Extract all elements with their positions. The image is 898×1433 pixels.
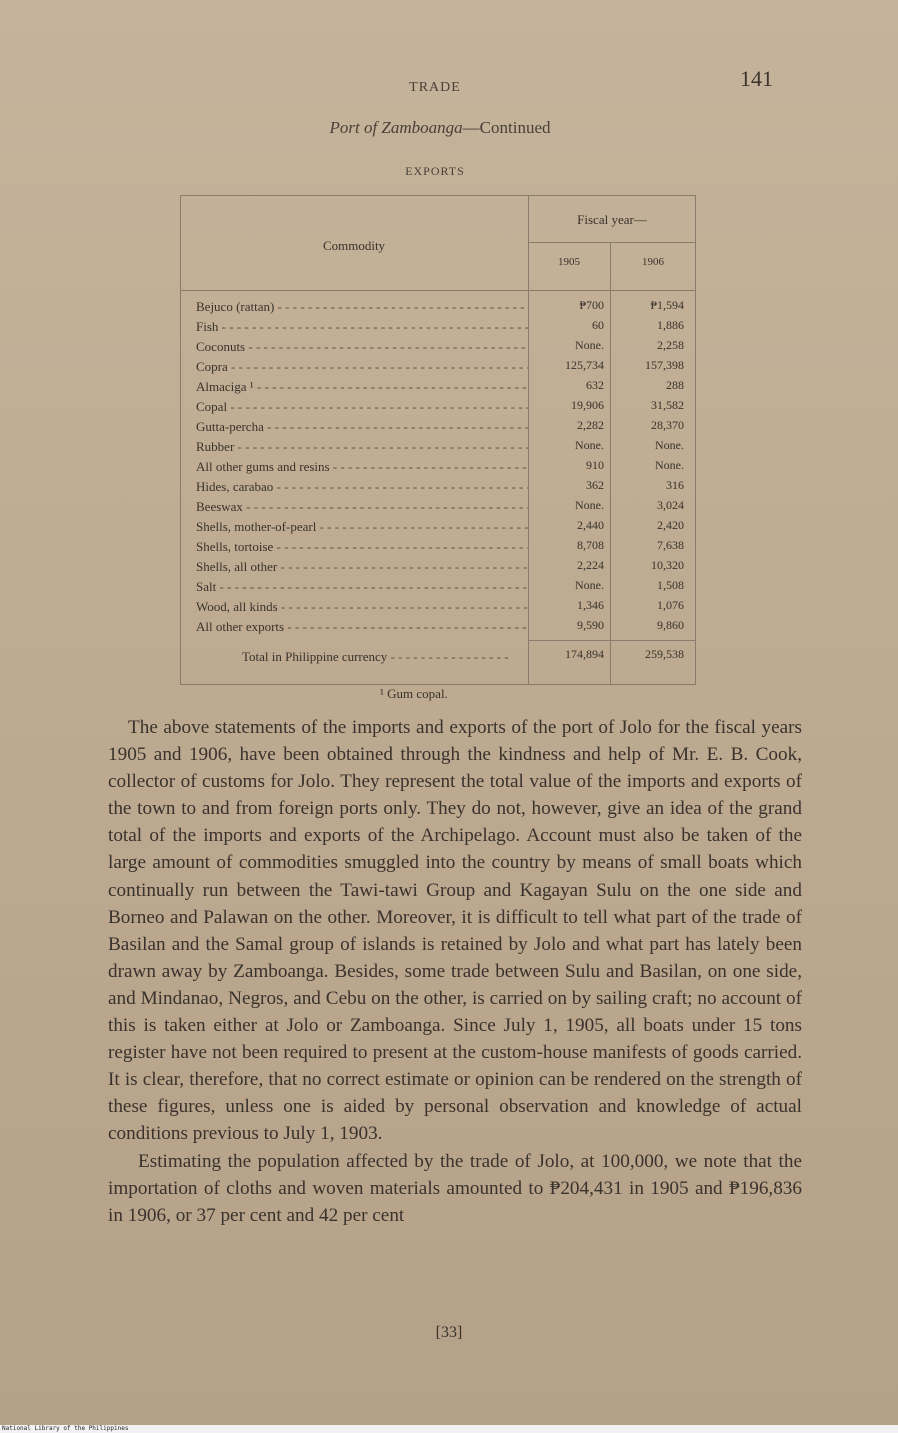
value-1906: 28,370 xyxy=(651,418,684,432)
commodity-column-header: Commodity xyxy=(322,238,386,253)
commodity-name: Hides, carabao - - - xyxy=(196,479,528,495)
year-1906-header: 1906 xyxy=(642,256,664,268)
table-row xyxy=(180,556,696,576)
value-1905: 8,708 xyxy=(577,538,604,552)
header-rule xyxy=(528,242,696,243)
section-heading: EXPORTS xyxy=(405,164,465,178)
footer-bar xyxy=(0,1425,898,1433)
commodity-name: Wood, all kinds - - - xyxy=(196,599,528,615)
running-head: TRADE xyxy=(409,80,461,95)
table-body xyxy=(180,296,696,636)
header-rule xyxy=(180,290,696,291)
commodity-name: Shells, all other - - - xyxy=(196,559,528,575)
page-number: 141 xyxy=(740,66,773,91)
value-1905: 910 xyxy=(586,458,604,472)
value-1905: 2,282 xyxy=(577,418,604,432)
value-1906: 1,508 xyxy=(657,578,684,592)
value-1905: 1,346 xyxy=(577,598,604,612)
value-1905: 362 xyxy=(586,478,604,492)
value-1905: 2,224 xyxy=(577,558,604,572)
body-text xyxy=(108,714,802,1229)
commodity-name: Fish - - - xyxy=(196,319,528,335)
commodity-name: Beeswax - - - xyxy=(196,499,528,515)
value-1906: 1,076 xyxy=(657,598,684,612)
value-1906: 2,258 xyxy=(657,338,684,352)
commodity-name: All other gums and resins - - - xyxy=(196,459,528,475)
total-1905: 174,894 xyxy=(565,647,604,661)
value-1905: None. xyxy=(575,498,604,512)
commodity-name: Shells, mother-of-pearl - - - xyxy=(196,519,528,535)
total-label: Total in Philippine currency - - - xyxy=(242,649,512,665)
fiscal-year-header: Fiscal year— xyxy=(577,212,647,227)
total-rule xyxy=(528,640,696,641)
commodity-name: Bejuco (rattan) - - - xyxy=(196,299,528,315)
table-row xyxy=(180,356,696,376)
exports-table xyxy=(180,195,696,685)
value-1905: None. xyxy=(575,338,604,352)
table-row xyxy=(180,416,696,436)
value-1906: 3,024 xyxy=(657,498,684,512)
paragraph: Estimating the population affected by the trade of Jolo, at 100,000, we note that the importation of cloths and woven materials amounted to ₱204,431 in 1905 and ₱196,836 in 1906, or 37 per cent and 42 per cent xyxy=(108,1150,802,1226)
title-port-name: Port of Zamboanga xyxy=(329,118,463,137)
value-1906: ₱1,594 xyxy=(650,298,684,312)
value-1905: 125,734 xyxy=(565,358,604,372)
table-row xyxy=(180,436,696,456)
commodity-name: Shells, tortoise - - - xyxy=(196,539,528,555)
value-1905: 60 xyxy=(592,318,604,332)
value-1905: None. xyxy=(575,578,604,592)
commodity-name: Gutta-percha - - - xyxy=(196,419,528,435)
value-1906: 7,638 xyxy=(657,538,684,552)
table-row xyxy=(180,396,696,416)
table-title xyxy=(0,118,880,138)
value-1905: None. xyxy=(575,438,604,452)
title-continued: —Continued xyxy=(462,118,551,137)
commodity-name: All other exports - - - xyxy=(196,619,528,635)
table-row xyxy=(180,536,696,556)
table-row xyxy=(180,296,696,316)
value-1905: 9,590 xyxy=(577,618,604,632)
year-1905-header: 1905 xyxy=(558,256,580,268)
table-row xyxy=(180,616,696,636)
value-1905: ₱700 xyxy=(579,298,604,312)
value-1906: 1,886 xyxy=(657,318,684,332)
value-1906: None. xyxy=(655,458,684,472)
table-row xyxy=(180,456,696,476)
value-1906: 157,398 xyxy=(645,358,684,372)
commodity-name: Salt - - - xyxy=(196,579,528,595)
value-1906: 9,860 xyxy=(657,618,684,632)
table-row xyxy=(180,316,696,336)
value-1906: 2,420 xyxy=(657,518,684,532)
value-1906: 288 xyxy=(666,378,684,392)
value-1906: 10,320 xyxy=(651,558,684,572)
table-row xyxy=(180,596,696,616)
value-1906: None. xyxy=(655,438,684,452)
footnote: ¹ Gum copal. xyxy=(380,686,448,701)
commodity-name: Coconuts - - - xyxy=(196,339,528,355)
commodity-name: Rubber - - - xyxy=(196,439,528,455)
table-row xyxy=(180,576,696,596)
value-1905: 2,440 xyxy=(577,518,604,532)
total-row xyxy=(180,643,696,667)
commodity-name: Copra - - - xyxy=(196,359,528,375)
table-row xyxy=(180,376,696,396)
footer-credit: National Library of the Philippines xyxy=(2,1425,129,1432)
table-row xyxy=(180,476,696,496)
value-1906: 316 xyxy=(666,478,684,492)
value-1905: 19,906 xyxy=(571,398,604,412)
folio-number: [33] xyxy=(435,1324,463,1341)
commodity-name: Almaciga ¹ - - - xyxy=(196,379,528,395)
total-1906: 259,538 xyxy=(645,647,684,661)
table-row xyxy=(180,516,696,536)
paragraph: The above statements of the imports and exports of the port of Jolo for the fiscal years 1905 and 1906, have been obtained through the kindness and help of Mr. E. B. Cook, collector of customs for Jolo. They represent the total value of the imports and exports of the town to and from foreign ports only. They do not, however, give an idea of the grand total of the imports and exports of the Archipelago. Account must also be taken of the large amount of commodities smuggled into the country by means of small boats which continually run between the Tawi-tawi Group and Kagayan Sulu on the one side and Borneo and Palawan on the other. Moreover, it is difficult to tell what part of the trade of Basilan and the Samal group of islands is retained by Jolo and what part has lately been drawn away by Zamboanga. Besides, some trade between Sulu and Basilan, on one side, and Mindanao, Negros, and Cebu on the other, is carried on by sailing craft; no account of this is taken either at Jolo or Zamboanga. Since July 1, 1905, all boats under 15 tons register have not been required to present at the custom-house manifests of goods carried. It is clear, therefore, that no correct estimate or opinion can be rendered on the strength of these figures, unless one is aided by personal observation and knowledge of actual conditions previous to July 1, 1903. xyxy=(108,717,802,1145)
value-1905: 632 xyxy=(586,378,604,392)
page-header xyxy=(0,66,898,96)
table-row xyxy=(180,496,696,516)
table-row xyxy=(180,336,696,356)
commodity-name: Copal - - - xyxy=(196,399,528,415)
value-1906: 31,582 xyxy=(651,398,684,412)
